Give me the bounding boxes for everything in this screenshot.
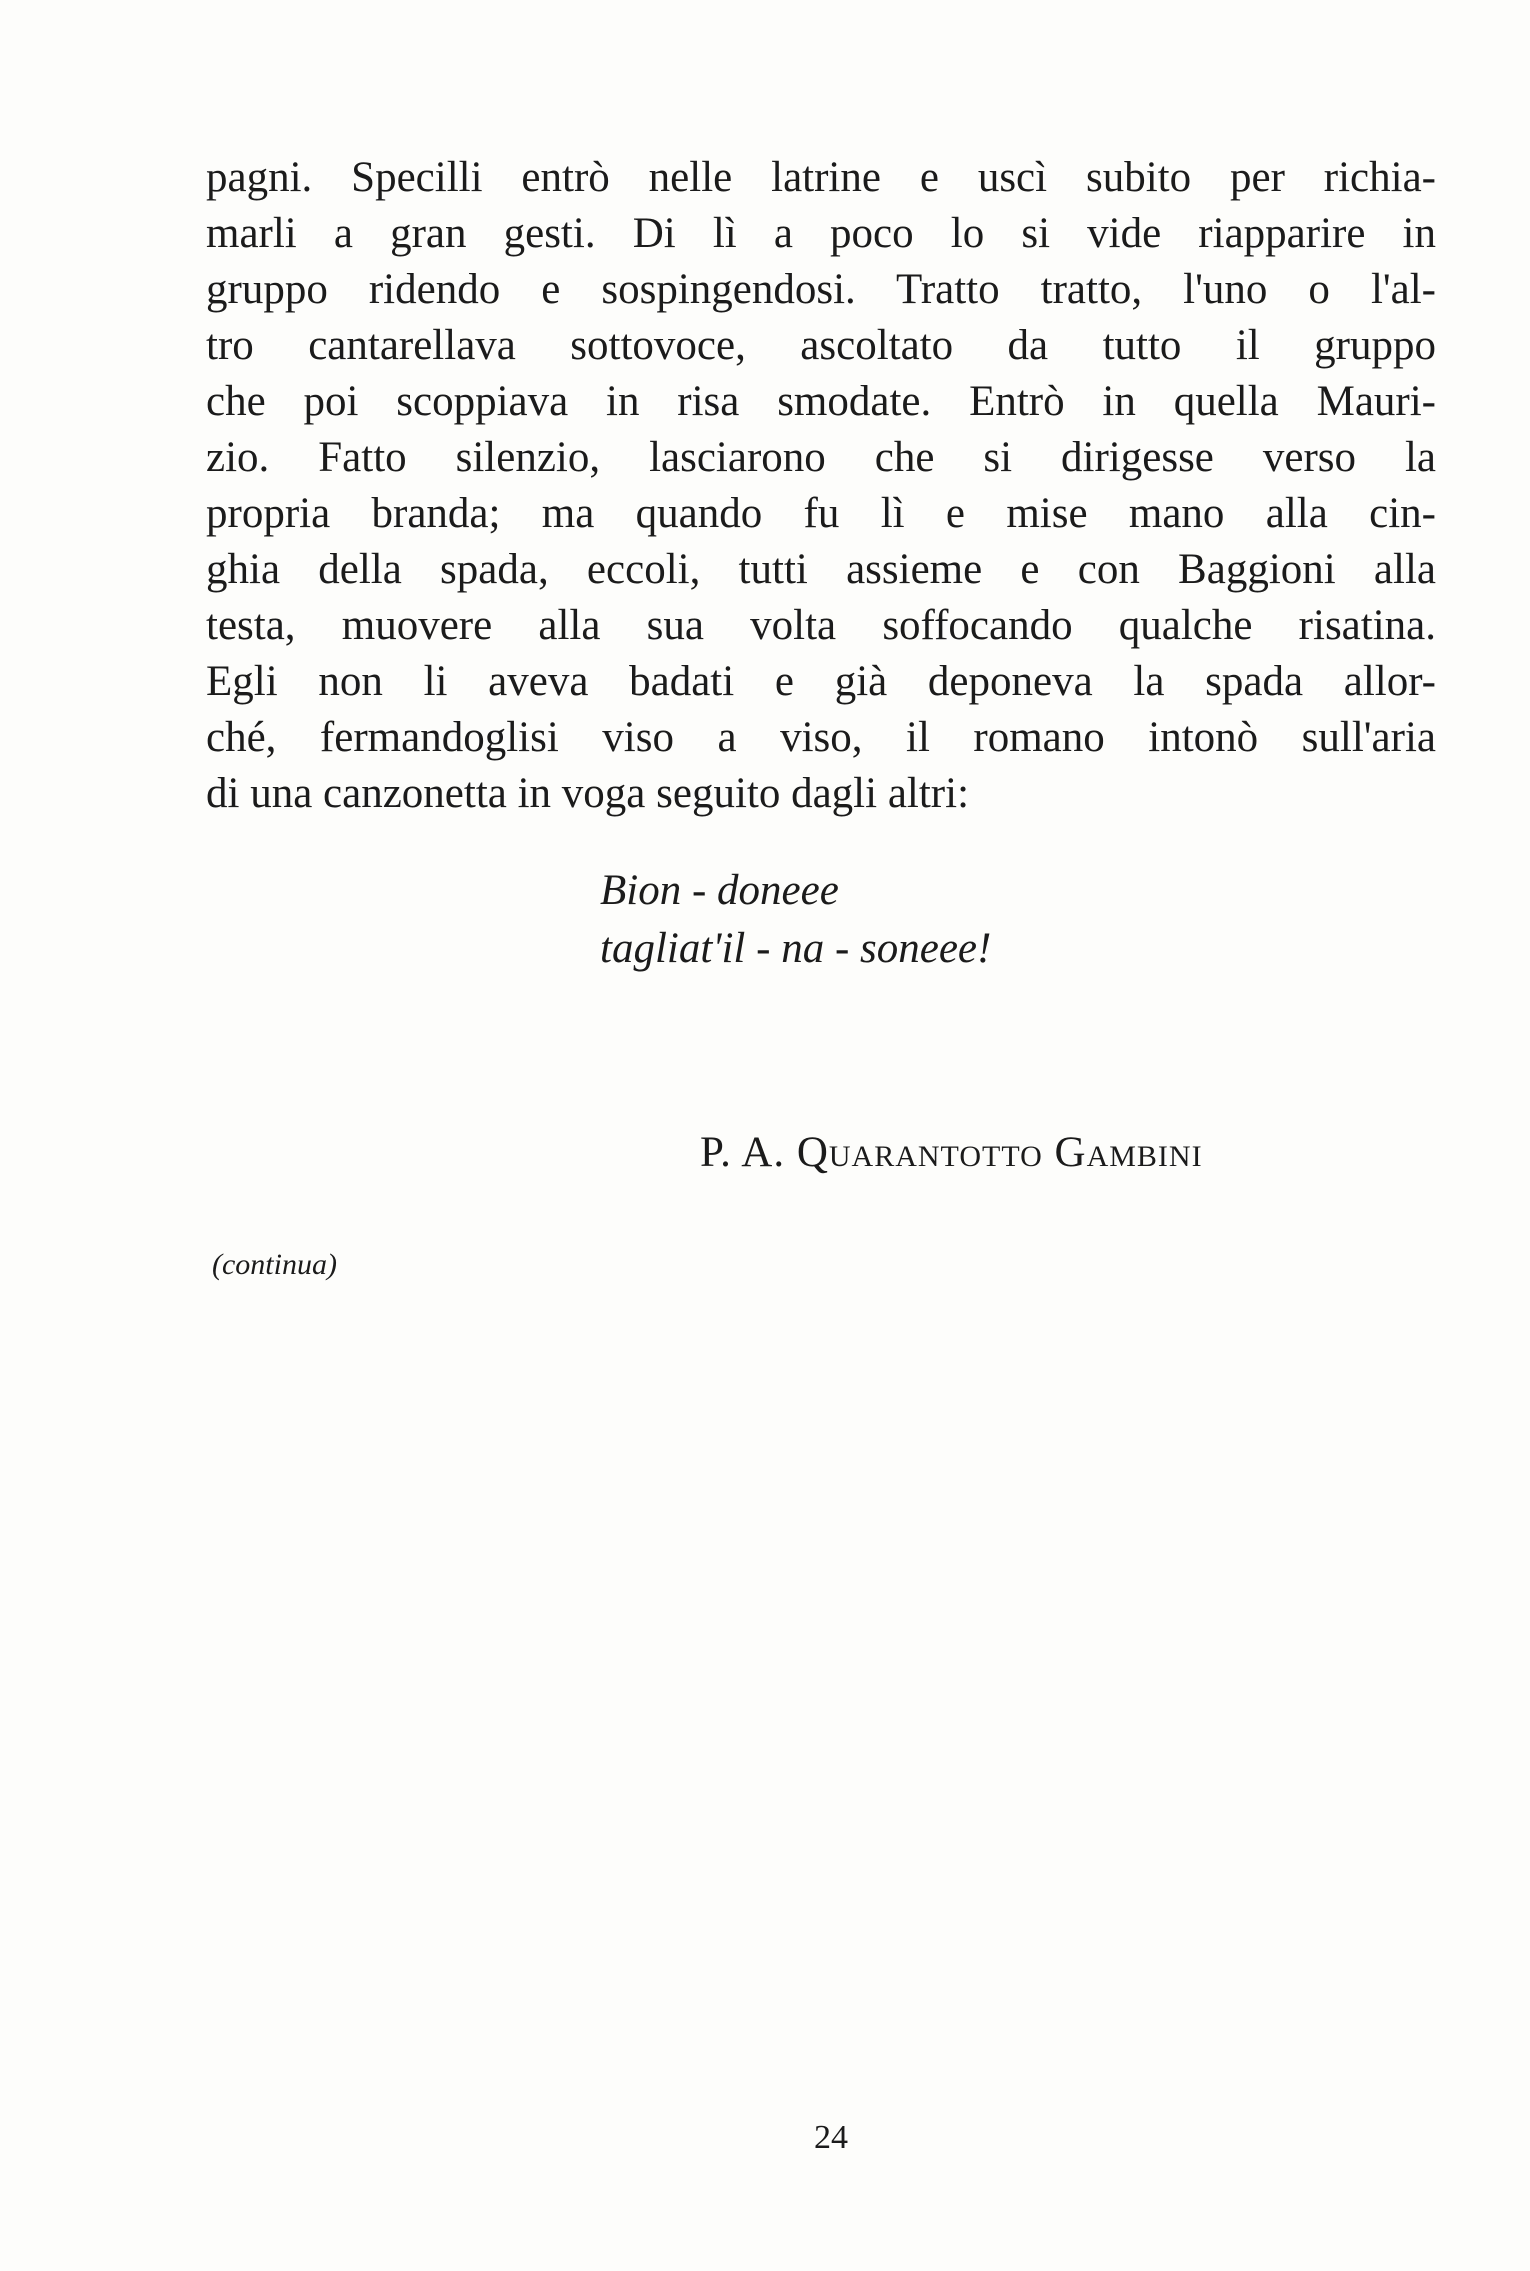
text-line: propria branda; ma quando fu lì e mise mano alla cin- — [206, 490, 1436, 537]
continua-note: (continua) — [212, 1248, 337, 1281]
text-line: Egli non li aveva badati e già deponeva la spada allor- — [206, 658, 1436, 705]
text-line: pagni. Specilli entrò nelle latrine e uscì subito per richia- — [206, 154, 1436, 201]
text-line: zio. Fatto silenzio, lasciarono che si dirigesse verso la — [206, 434, 1436, 481]
page-number: 24 — [814, 2119, 848, 2156]
text-line: marli a gran gesti. Di lì a poco lo si vide riapparire in — [206, 210, 1436, 257]
text-line: ché, fermandoglisi viso a viso, il romano intonò sull'aria — [206, 714, 1436, 761]
verse-line: tagliat'il - na - soneee! — [600, 925, 992, 972]
text-line: tro cantarellava sottovoce, ascoltato da tutto il gruppo — [206, 322, 1436, 369]
text-line: di una canzonetta in voga seguito dagli altri: — [206, 770, 970, 817]
text-line: ghia della spada, eccoli, tutti assieme e con Baggioni alla — [206, 546, 1436, 593]
text-line: testa, muovere alla sua volta soffocando qualche risatina. — [206, 602, 1436, 649]
author-signature: P. A. Quarantotto Gambini — [700, 1129, 1203, 1176]
text-line: gruppo ridendo e sospingendosi. Tratto tratto, l'uno o l'al- — [206, 266, 1436, 313]
song-verse — [600, 862, 991, 978]
verse-line: Bion - doneee — [600, 867, 839, 914]
body-paragraph — [206, 150, 1436, 822]
text-line: che poi scoppiava in risa smodate. Entrò in quella Mauri- — [206, 378, 1436, 425]
